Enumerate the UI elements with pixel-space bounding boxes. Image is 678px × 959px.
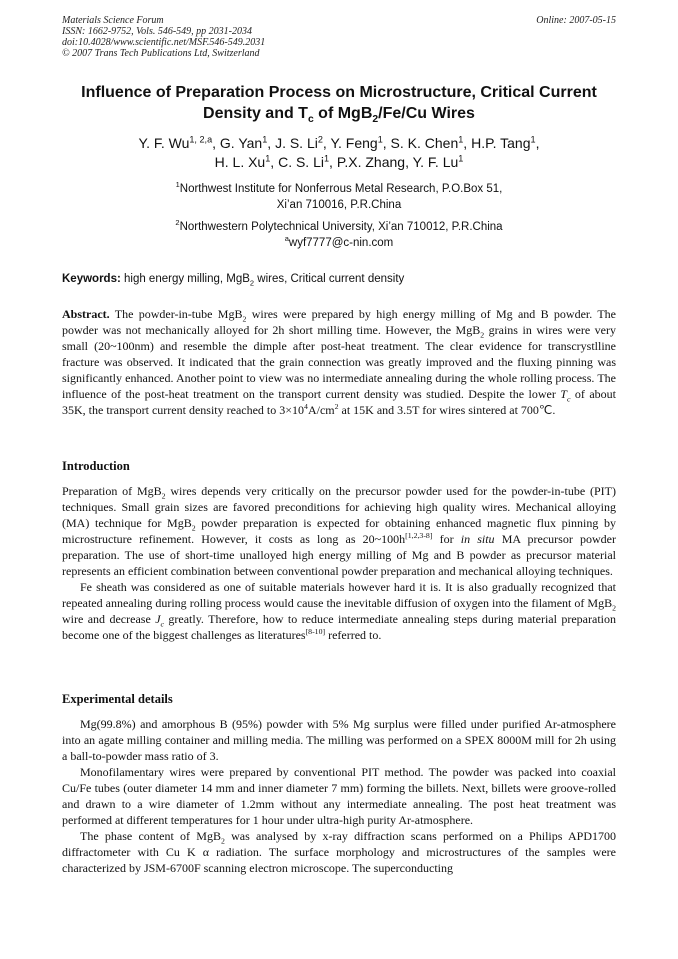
- affiliation-1: $^1$Northwest Institute for Nonferrous Metal Research, P.O.Box 51, Xi’an 710016, P.R.China: [175, 180, 503, 211]
- title-line-1: Influence of Preparation Process on Microstructure, Critical Current: [81, 84, 597, 101]
- journal-name: Materials Science Forum: [62, 15, 164, 26]
- author-list: [50, 134, 628, 172]
- introduction-body: [62, 483, 616, 643]
- exp-paragraph-1: Mg(99.8%) and amorphous B (95%) powder with 5% Mg surplus were filled under purified Ar-atmosphere into an agate milling container and milling media. The milling was performed on a SPEX 8000M mill for 2h using a ball-to-powder mass ratio of 3.: [62, 717, 616, 763]
- paper-title: [50, 82, 628, 124]
- experimental-body: [62, 716, 616, 876]
- exp-paragraph-3: The phase content of MgB$_2$ was analysed by x-ray diffraction scans performed on a Philips APD1700 diffractometer with Cu K α radiation. The surface morphology and microstructures of the samples were characterized by JSM-6700F scanning electron microscope. The superconducting: [62, 829, 616, 875]
- keywords: Keywords: high energy milling, MgB$_2$ wires, Critical current density: [62, 273, 405, 288]
- intro-paragraph-1: Preparation of MgB$_2$ wires depends very critically on the precursor powder used for the powder-in-tube (PIT) techniques. Small grain sizes are favored preconditions for achieving high quality wires. Mechanical alloying (MA) technique for MgB$_2$ powder preparation is expected for obtaining enhanced magnetic flux pinning by microstructure refinement. However, it costs as long as 20~100h[1,2,3-8] for in situ MA precursor powder preparation. The use of short-time unalloyed high energy milling of Mg and B powder as precursor material represents an efficient combination between conventional powder preparation and mechanical alloying techniques.: [62, 484, 617, 578]
- online-date: Online: 2007-05-15: [536, 15, 616, 26]
- author-line-2: H. L. Xu$^1$, C. S. Li$^1$, P.X. Zhang, Y. F. Lu$^1$: [214, 153, 464, 170]
- doi-line: doi:10.4028/www.scientific.net/MSF.546-549.2031: [62, 37, 266, 48]
- journal-header: [62, 15, 616, 59]
- issn-line: ISSN: 1662-9752, Vols. 546-549, pp 2031-2034: [62, 26, 252, 37]
- section-heading-experimental: Experimental details: [62, 692, 173, 706]
- exp-paragraph-2: Monofilamentary wires were prepared by conventional PIT method. The powder was packed into coaxial Cu/Fe tubes (outer diameter 14 mm and inner diameter 7 mm) forming the billets. Next, billets were groove-rolled and drawn to a wire diameter of 1.2mm without any intermediate annealing. The post heat treatment was performed at different temperatures for 1 hour under ultra-high purity Ar-atmosphere.: [62, 765, 616, 827]
- section-heading-introduction: Introduction: [62, 459, 130, 473]
- title-line-2: Density and $T_c$ of MgB$_2$/Fe/Cu Wires: [203, 105, 475, 126]
- intro-paragraph-2: Fe sheath was considered as one of suitable materials however hard it is. It is also gradually recognized that repeated annealing during rolling process would cause the inevitable diffusion of oxygen into the filament of MgB$_2$ wire and decrease $J_c$ greatly. Therefore, how to reduce intermediate annealing steps during material preparation become one of the biggest challenges as literatures[8-10] referred to.: [62, 580, 616, 642]
- affiliation-2: $^2$Northwestern Polytechnical University, Xi’an 710012, P.R.China $^a$wyf7777@c-nin.com: [50, 219, 628, 251]
- author-line-1: Y. F. Wu$^{1, 2,a}$, G. Yan$^1$, J. S. Li$^2$, Y. Feng$^1$, S. K. Chen$^1$, H.P. Tang$^1$,: [138, 134, 540, 151]
- copyright-line: © 2007 Trans Tech Publications Ltd, Switzerland: [62, 48, 260, 59]
- abstract: Abstract. The powder-in-tube MgB$_2$ wires were prepared by high energy milling of Mg and B powder. The powder was not mechanically alloyed for 2h short milling time. However, the MgB$_2$ grains in wires were very small (20~100nm) and resemble the dimple after post-heat treatment. The clear evidence for transcrystlline fracture was observed. It indicated that the grain connection was greatly improved and the fluxing pinning was significantly enhanced. Another point to view was no intermediate annealing during the whole rolling process. The influence of the post-heat treatment on the transport current density was studied. Despite the lower $T_c$ of about 35K, the transport current density reached to $3\times 10^4A/cm^2$ at 15K and 3.5T for wires sintered at 700℃.: [62, 307, 616, 417]
- email-address[interactable]: $^a$wyf7777@c-nin.com: [284, 234, 394, 249]
